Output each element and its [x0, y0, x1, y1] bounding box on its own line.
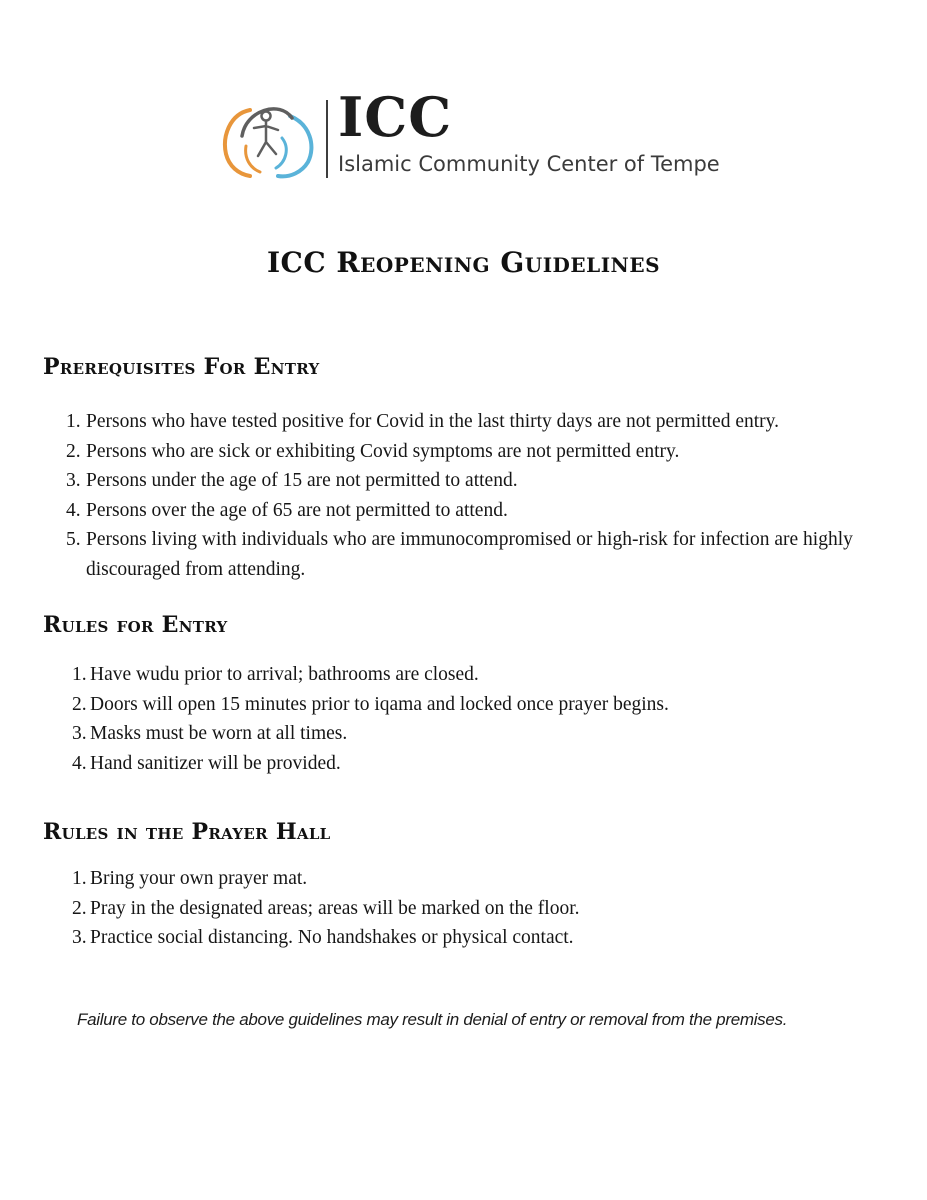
list-item-text: Persons under the age of 15 are not permitted to attend. — [86, 470, 518, 491]
prayer-hall-rules-list — [72, 864, 870, 953]
prerequisites-list — [66, 407, 886, 584]
list-item-text: Persons who are sick or exhibiting Covid symptoms are not permitted entry. — [86, 440, 680, 462]
list-item — [72, 690, 870, 720]
list-number: 3. — [72, 723, 87, 744]
list-number: 2. — [66, 440, 81, 462]
list-number: 5. — [66, 529, 81, 550]
list-item — [66, 525, 886, 584]
logo-organization-name: Islamic Community Center of Tempe — [338, 152, 720, 176]
list-number: 4. — [72, 752, 87, 774]
list-number: 1. — [72, 664, 87, 685]
list-number: 1. — [66, 411, 81, 432]
mosque-person-icon — [220, 96, 318, 182]
list-number: 2. — [72, 693, 87, 715]
list-item — [66, 407, 886, 437]
list-item-text: Pray in the designated areas; areas will be marked on the floor. — [90, 897, 580, 919]
list-item — [66, 466, 886, 496]
list-item — [72, 660, 870, 690]
list-item-text: Masks must be worn at all times. — [90, 723, 348, 744]
section-heading-entry-rules: Rules for Entry — [43, 612, 228, 638]
list-item — [72, 864, 870, 894]
list-item-text: Doors will open 15 minutes prior to iqama and locked once prayer begins. — [90, 693, 669, 715]
list-item-text: Persons over the age of 65 are not permitted to attend. — [86, 499, 508, 521]
list-item — [66, 437, 886, 467]
list-item-text: Bring your own prayer mat. — [90, 868, 308, 889]
page-title: ICC Reopening Guidelines — [266, 246, 661, 279]
list-number: 3. — [66, 470, 81, 491]
list-item-text: Hand sanitizer will be provided. — [90, 752, 341, 774]
logo-acronym: ICC — [338, 85, 453, 149]
section-heading-prayer-hall: Rules in the Prayer Hall — [43, 819, 331, 845]
list-number: 3. — [72, 927, 87, 948]
disclaimer-note: Failure to observe the above guidelines may result in denial of entry or removal from the premises. — [77, 1010, 788, 1029]
list-number: 2. — [72, 897, 87, 919]
list-item — [66, 496, 886, 526]
list-number: 1. — [72, 868, 87, 889]
list-item — [72, 749, 870, 779]
entry-rules-list — [72, 660, 870, 778]
section-heading-prerequisites: Prerequisites For Entry — [43, 354, 320, 380]
list-item-text: Persons who have tested positive for Covid in the last thirty days are not permitted entry. — [86, 411, 780, 432]
list-item-text: Persons living with individuals who are immunocompromised or high-risk for infection are highly discouraged from attending. — [86, 529, 853, 580]
list-item — [72, 923, 870, 953]
list-item-text: Practice social distancing. No handshakes or physical contact. — [90, 927, 574, 948]
list-item — [72, 719, 870, 749]
list-item-text: Have wudu prior to arrival; bathrooms are closed. — [90, 664, 479, 685]
organization-logo — [220, 85, 720, 188]
list-number: 4. — [66, 499, 81, 521]
logo-divider — [326, 100, 328, 178]
list-item — [72, 894, 870, 924]
